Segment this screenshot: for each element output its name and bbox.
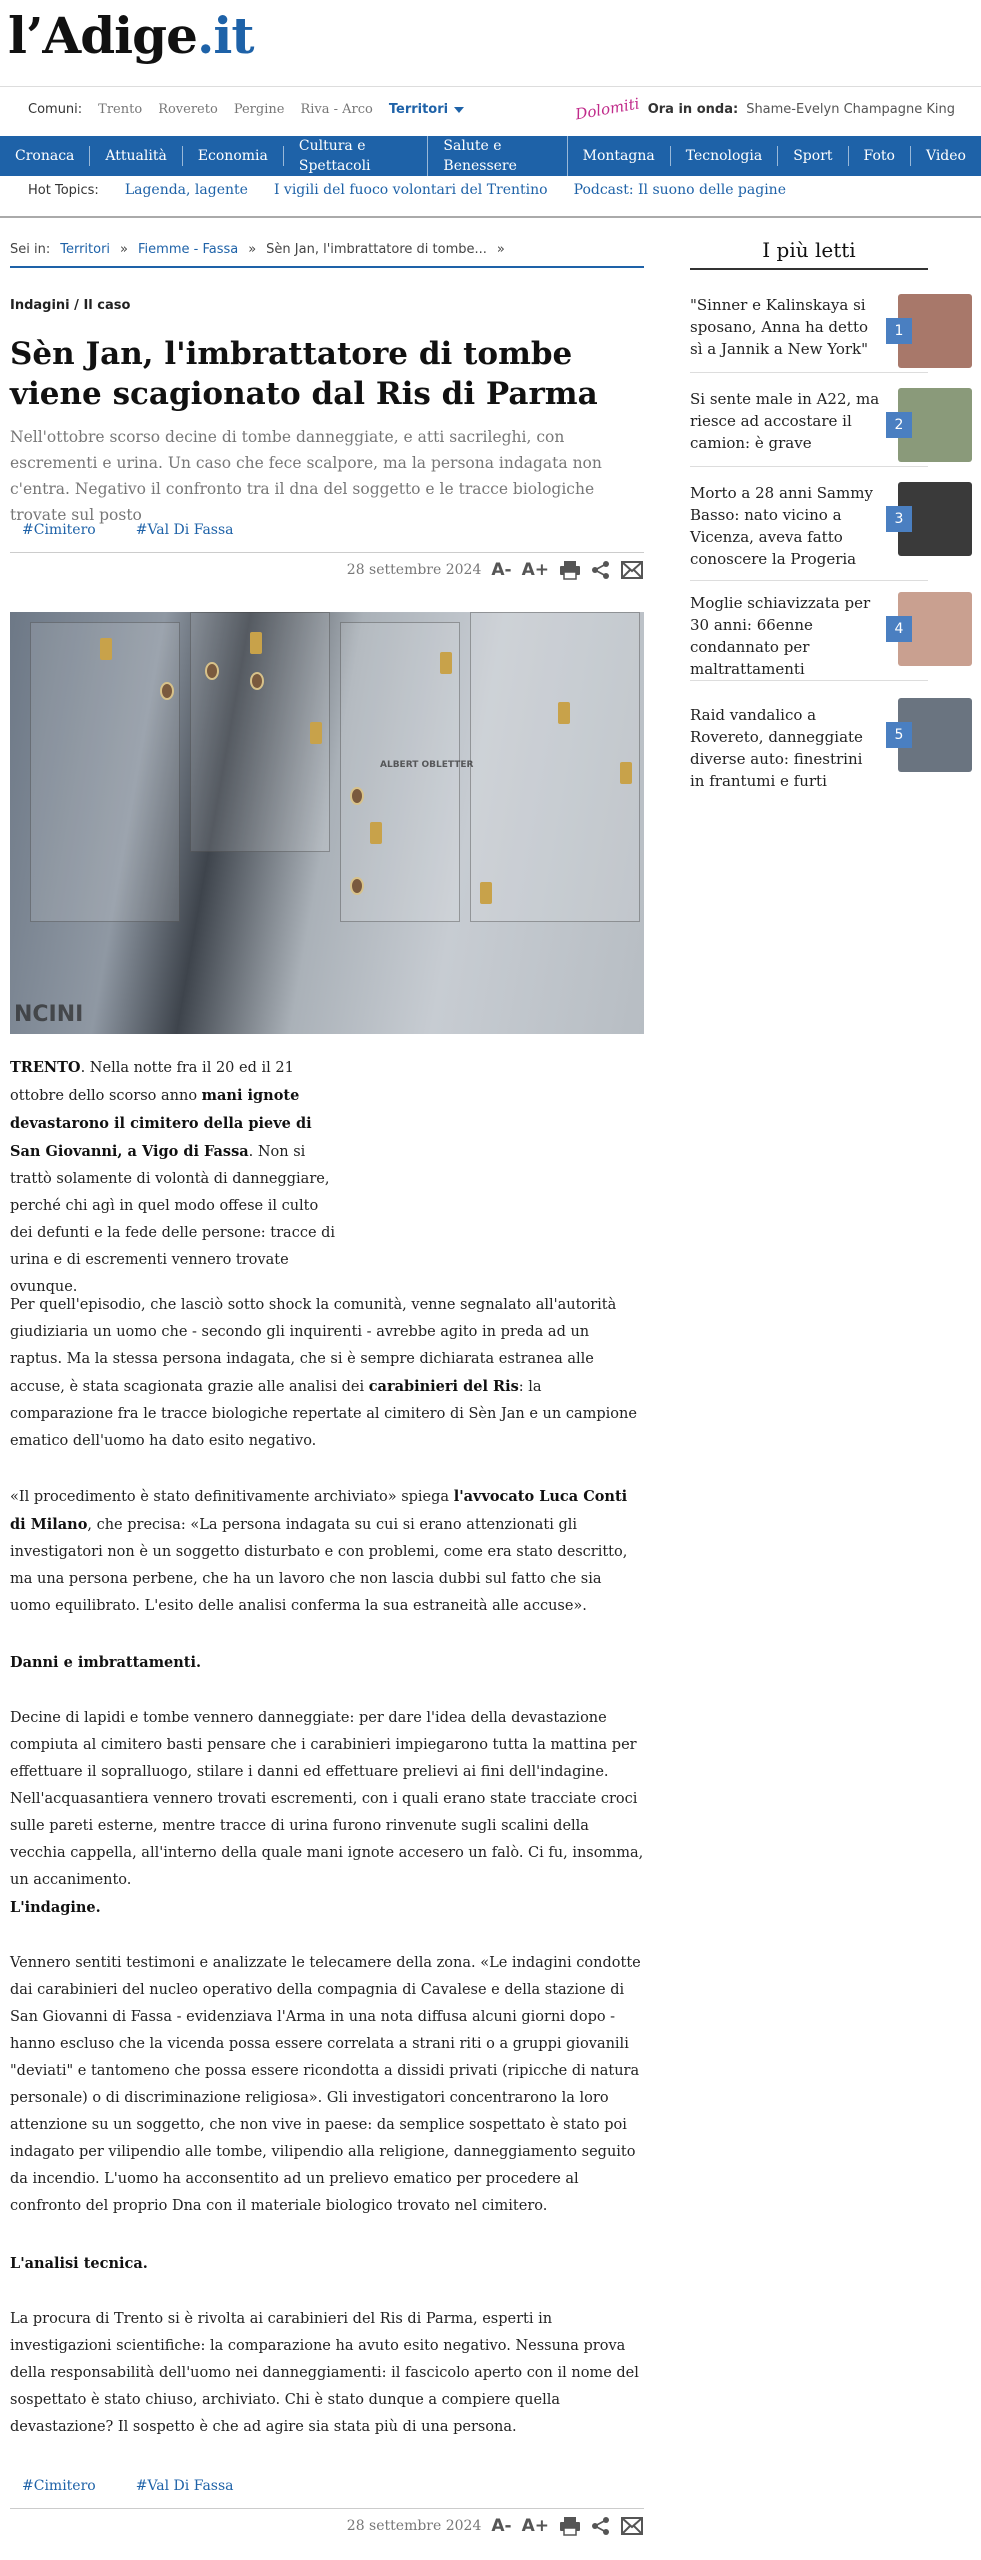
photo-engraving: NCINI — [14, 1002, 84, 1027]
article-paragraph: Decine di lapidi e tombe vennero danneggiate: per dare l'idea della devastazione compiuta al cimitero basti pensare che i carabinieri impiegarono tutta la mattina per effettuare il sopralluogo, stilare i danni ed effettuare prelievi ai fini dell'indagine. Nell'acquasantiera vennero trovati escrementi, con i quali erano state tracciate croci sulle pareti esterne, mentre tracce di urina furono rinvenute sugli scalini della vecchia cappella, all'interno della quale mani ignote accesero un falò. Ci fu, insomma, un accanimento. — [10, 1710, 644, 1888]
nav-economia[interactable]: Economia — [183, 146, 284, 166]
font-increase-button[interactable]: A+ — [521, 560, 549, 580]
photo-vase — [370, 822, 382, 844]
breadcrumb-territori[interactable]: Territori — [60, 242, 111, 257]
site-logo[interactable] — [8, 6, 253, 65]
article-photo[interactable] — [10, 612, 644, 1034]
paragraph-strong: l'avvocato Luca Conti di Milano — [10, 1488, 628, 1533]
photo-tombstone — [30, 622, 180, 922]
print-icon[interactable] — [559, 560, 581, 580]
breadcrumb-separator: » — [248, 242, 257, 257]
radio-dolomiti-logo[interactable]: Dolomiti — [573, 94, 641, 124]
photo-vase — [310, 722, 322, 744]
nav-video[interactable]: Video — [925, 148, 966, 164]
logo-name: l’Adige — [8, 6, 197, 65]
paragraph-text: Per quell'episodio, che lasciò sotto shock la comunità, venne segnalato all'autorità giudiziaria un uomo che - secondo gli inquirenti - avrebbe agito in preda ad un raptus. Ma la stessa persona indagata, che si è sempre dichiarata estranea alle accuse, è stata scagionata grazie alle analisi dei — [10, 1297, 617, 1395]
most-read-headline[interactable]: Raid vandalico a Rovereto, danneggiate diverse auto: finestrini in frantumi e furti — [690, 706, 863, 790]
comuni-bar — [28, 102, 464, 117]
article-paragraph: Vennero sentiti testimoni e analizzate le telecamere della zona. «Le indagini condotte dai carabinieri del nucleo operativo della compagnia di Cavalese e della stazione di San Giovanni di Fassa - evidenziava l'Arma in una nota diffusa alcuni giorni dopo - hanno escluso che la vicenda possa essere correlata a strani riti o a gruppi giovanili "deviati" e tantomeno che possa essere ricondotta a dissidi privati (ripicche di natura personale) o di discriminazione religiosa». Gli investigatori concentrarono la loro attenzione su un soggetto, che non vive in paese: da semplice sospettato è stato poi indagato per vilipendio alle tombe, vilipendio alla religione, danneggiamento seguito da incendio. L'uomo ha acconsentito ad un prelievo ematico per procedere al confronto del proprio Dna con il materiale biologico trovato nel cimitero. — [10, 1955, 641, 2214]
breadcrumb-fiemme-fassa[interactable]: Fiemme - Fassa — [138, 242, 239, 257]
font-decrease-button[interactable]: A- — [491, 560, 512, 580]
article-title: Sèn Jan, l'imbrattatore di tombe viene scagionato dal Ris di Parma — [10, 336, 598, 412]
most-read-separator — [690, 372, 928, 373]
meta-divider — [10, 2508, 644, 2509]
article-paragraph — [10, 1054, 340, 1301]
territori-label: Territori — [388, 102, 449, 117]
photo-portrait — [250, 672, 264, 690]
photo-vase — [558, 702, 570, 724]
photo-portrait — [350, 787, 364, 805]
nav-tecnologia[interactable]: Tecnologia — [671, 146, 779, 166]
nav-cultura[interactable]: Cultura e Spettacoli — [284, 136, 429, 176]
tag-val-di-fassa[interactable]: #Val Di Fassa — [135, 2478, 234, 2494]
most-read-rank: 1 — [886, 318, 912, 344]
article-subtitle: Nell'ottobre scorso decine di tombe danneggiate, e atti sacrileghi, con escrementi e urina. Un caso che fece scalpore, ma la persona indagata non c'entra. Negativo il confronto tra il dna del soggetto e le tracce biologiche trovate sul posto — [10, 428, 602, 524]
comuni-label: Comuni: — [28, 102, 83, 117]
hot-topic-link[interactable]: Podcast: Il suono delle pagine — [573, 182, 786, 198]
hot-topics-bar — [28, 182, 786, 198]
paragraph-text: . Nella notte fra il 20 ed il 21 ottobre dello scorso anno — [10, 1060, 294, 1104]
article-tags — [22, 522, 234, 538]
hot-topics-divider — [0, 216, 981, 218]
logo-tld: .it — [196, 6, 254, 65]
breadcrumb-separator: » — [496, 242, 505, 257]
article-section: Indagini / Il caso — [10, 298, 131, 313]
article-subheading: Danni e imbrattamenti. — [10, 1654, 202, 1671]
nav-foto[interactable]: Foto — [849, 146, 911, 166]
nav-sport[interactable]: Sport — [778, 146, 848, 166]
paragraph-strong: TRENTO — [10, 1059, 81, 1076]
photo-portrait — [205, 662, 219, 680]
territori-dropdown[interactable] — [389, 102, 464, 117]
article-date: 28 settembre 2024 — [346, 562, 482, 578]
most-read-rank: 3 — [886, 506, 912, 532]
photo-engraving: ALBERT OBLETTER — [380, 760, 474, 770]
photo-vase — [620, 762, 632, 784]
share-icon[interactable] — [591, 560, 611, 580]
on-air-label: Ora in onda: — [647, 101, 739, 117]
comune-rovereto[interactable]: Rovereto — [158, 102, 218, 117]
breadcrumb-current: Sèn Jan, l'imbrattatore di tombe... — [266, 242, 487, 257]
nav-montagna[interactable]: Montagna — [568, 146, 671, 166]
most-read-headline[interactable]: Si sente male in A22, ma riesce ad accostare il camion: è grave — [690, 390, 880, 452]
paragraph-text: , che precisa: «La persona indagata su cui si erano attenzionati gli investigatori non è un soggetto disturbato e con problemi, come era stato descritto, ma una persona perbene, che ha un lavoro che non lascia dubbi sul fatto che sia uomo equilibrato. L'esito delle analisi conferma la sua estraneità alle accuse». — [10, 1517, 628, 1614]
tag-cimitero[interactable]: #Cimitero — [22, 2478, 96, 2494]
most-read-headline[interactable]: Morto a 28 anni Sammy Basso: nato vicino a Vicenza, aveva fatto conoscere la Progeria — [690, 484, 873, 568]
article-tags-bottom — [22, 2478, 234, 2494]
email-icon[interactable] — [621, 2516, 643, 2536]
most-read-divider — [690, 268, 928, 270]
email-icon[interactable] — [621, 560, 643, 580]
article-date: 28 settembre 2024 — [346, 2518, 482, 2534]
comune-riva-arco[interactable]: Riva - Arco — [300, 102, 373, 117]
nav-salute[interactable]: Salute e Benessere — [428, 136, 567, 176]
on-air-show[interactable]: Shame-Evelyn Champagne King — [746, 101, 955, 117]
tag-val-di-fassa[interactable]: #Val Di Fassa — [135, 522, 234, 538]
paragraph-strong: mani ignote devastarono il cimitero della pieve di San Giovanni, a Vigo di Fassa — [10, 1087, 312, 1160]
article-paragraph: La procura di Trento si è rivolta ai carabinieri del Ris di Parma, esperti in investigazioni scientifiche: la comparazione ha avuto esito negativo. Nessuna prova della responsabilità dell'uomo nei danneggiamenti: il fascicolo aperto con il nome del sospettato è stato chiuso, archiviato. Chi è stato dunque a compiere quella devastazione? Il sospetto è che ad agire sia stata più di una persona. — [10, 2311, 639, 2435]
print-icon[interactable] — [559, 2516, 581, 2536]
paragraph-text: . Non si trattò solamente di volontà di danneggiare, perché chi agì in quel modo offese il culto dei defunti e la fede delle persone: tracce di urina e di escrementi vennero trovate ovunque. — [10, 1144, 336, 1295]
article-meta — [347, 560, 643, 580]
article-subheading: L'indagine. — [10, 1899, 101, 1916]
font-increase-button[interactable]: A+ — [521, 2516, 549, 2536]
most-read-separator — [690, 680, 928, 681]
main-nav — [0, 136, 981, 176]
photo-portrait — [350, 877, 364, 895]
tag-cimitero[interactable]: #Cimitero — [22, 522, 96, 538]
most-read-rank: 5 — [886, 722, 912, 748]
breadcrumb — [10, 242, 505, 257]
nav-attualita[interactable]: Attualità — [90, 146, 182, 166]
comune-trento[interactable]: Trento — [98, 102, 143, 117]
photo-vase — [440, 652, 452, 674]
on-air-bar — [573, 94, 955, 124]
meta-divider — [10, 552, 644, 553]
paragraph-text: : la comparazione fra le tracce biologiche repertate al cimitero di Sèn Jan e un campione ematico dell'uomo ha dato esito negativo. — [10, 1379, 637, 1449]
most-read-headline[interactable]: "Sinner e Kalinskaya si sposano, Anna ha detto sì a Jannik a New York" — [690, 296, 869, 358]
article-meta-bottom — [347, 2516, 643, 2536]
most-read-separator — [690, 466, 928, 467]
photo-vase — [100, 638, 112, 660]
font-decrease-button[interactable]: A- — [491, 2516, 512, 2536]
most-read-rank: 2 — [886, 412, 912, 438]
hot-topic-link[interactable]: Lagenda, lagente — [124, 182, 248, 198]
article-paragraph — [10, 1292, 644, 1455]
most-read-rank: 4 — [886, 616, 912, 642]
article-paragraph — [10, 1483, 644, 1620]
breadcrumb-label: Sei in: — [10, 242, 51, 257]
nav-cronaca[interactable]: Cronaca — [0, 146, 90, 166]
most-read-title: I più letti — [762, 238, 856, 262]
article-subheading: L'analisi tecnica. — [10, 2255, 148, 2272]
photo-vase — [480, 882, 492, 904]
paragraph-strong: carabinieri del Ris — [368, 1378, 519, 1395]
paragraph-text: «Il procedimento è stato definitivamente archiviato» spiega — [10, 1489, 454, 1505]
hot-topics-label: Hot Topics: — [28, 182, 99, 198]
most-read-headline[interactable]: Moglie schiavizzata per 30 anni: 66enne condannato per maltrattamenti — [690, 594, 871, 678]
chevron-down-icon — [454, 107, 464, 113]
header-divider — [0, 86, 981, 87]
most-read-separator — [690, 580, 928, 581]
photo-tombstone — [470, 612, 640, 922]
share-icon[interactable] — [591, 2516, 611, 2536]
breadcrumb-separator: » — [120, 242, 129, 257]
photo-vase — [250, 632, 262, 654]
hot-topic-link[interactable]: I vigili del fuoco volontari del Trentino — [273, 182, 548, 198]
photo-portrait — [160, 682, 174, 700]
comune-pergine[interactable]: Pergine — [233, 102, 285, 117]
breadcrumb-divider — [10, 266, 644, 268]
